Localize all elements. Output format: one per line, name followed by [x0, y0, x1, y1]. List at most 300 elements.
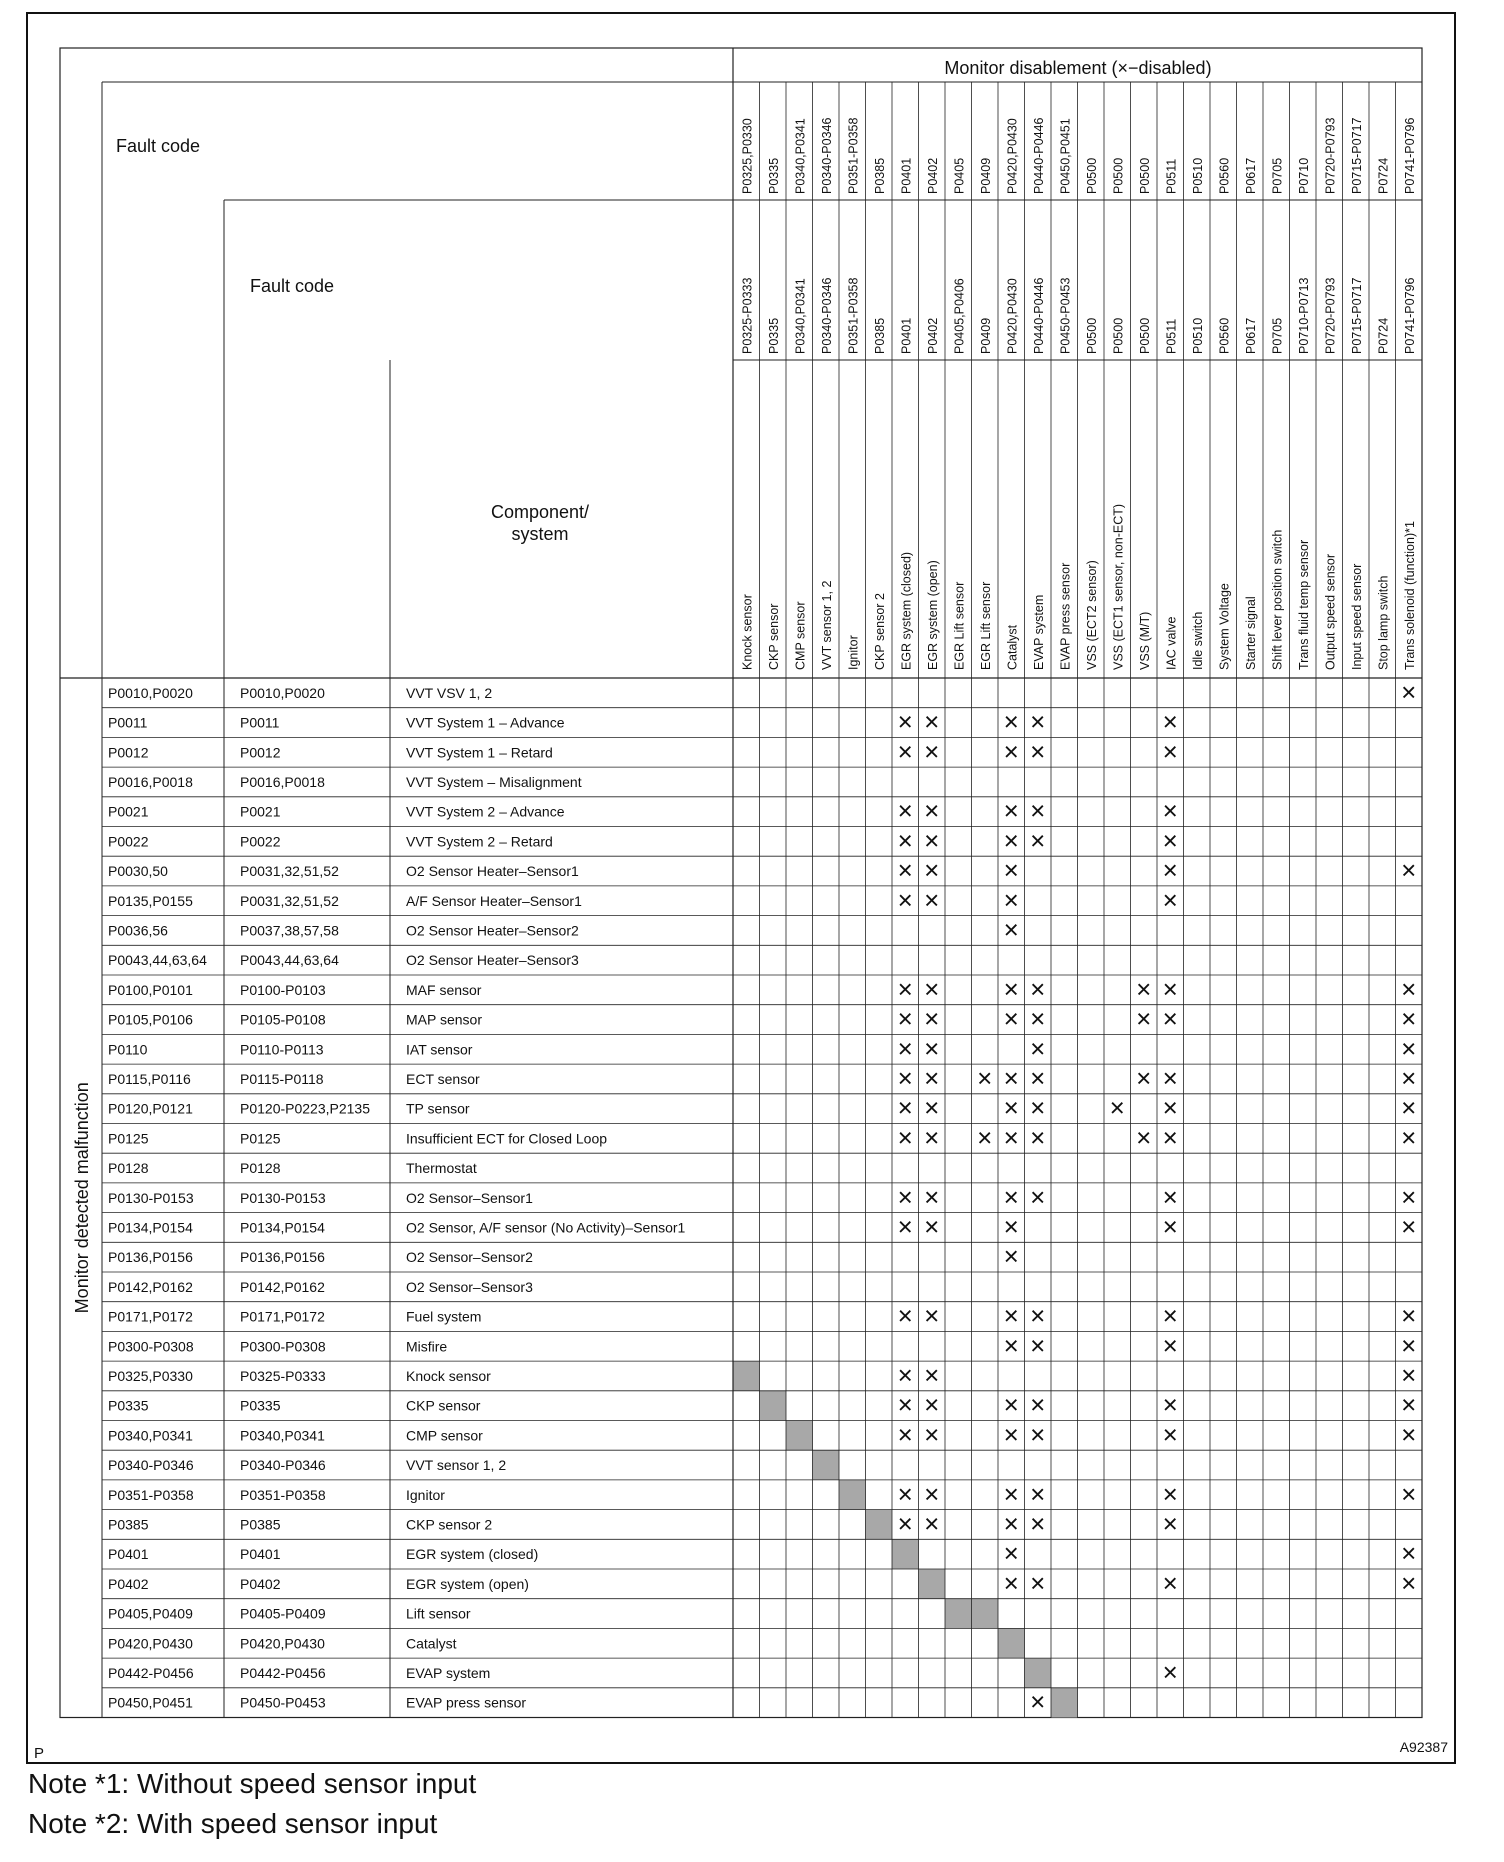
column-component-name: VVT sensor 1, 2 [819, 580, 834, 670]
row-fault-code-detail: P0142,P0162 [240, 1278, 325, 1295]
row-fault-code-detail: P0115-P0118 [240, 1070, 324, 1087]
row-fault-code: P0022 [108, 833, 149, 850]
row-component-name: Lift sensor [406, 1605, 471, 1622]
disabled-x-mark: × [1003, 1478, 1019, 1509]
disabled-x-mark: × [924, 1092, 940, 1123]
disabled-x-mark: × [1003, 1181, 1019, 1212]
column-code-top: P0511 [1164, 158, 1179, 194]
disabled-x-mark: × [1003, 855, 1019, 886]
column-code-top: P0325,P0330 [740, 118, 755, 194]
row-component-name: Ignitor [406, 1486, 445, 1503]
disabled-x-mark: × [1162, 855, 1178, 886]
row-component-name: Thermostat [406, 1160, 477, 1177]
disabled-x-mark: × [924, 795, 940, 826]
disabled-x-mark: × [897, 1062, 913, 1093]
row-fault-code: P0012 [108, 744, 149, 761]
disabled-x-mark: × [1401, 1300, 1417, 1331]
disabled-x-mark: × [897, 795, 913, 826]
column-code-bottom: P0402 [925, 317, 940, 354]
row-fault-code-detail: P0105-P0108 [240, 1011, 326, 1028]
column-code-bottom: P0325-P0333 [740, 277, 755, 354]
disabled-x-mark: × [924, 1033, 940, 1064]
row-fault-code-detail: P0134,P0154 [240, 1219, 325, 1236]
shaded-self-cell [733, 1361, 760, 1391]
disabled-x-mark: × [1030, 1478, 1046, 1509]
disabled-x-mark: × [1162, 706, 1178, 737]
row-fault-code: P0300-P0308 [108, 1338, 194, 1355]
row-component-name: O2 Sensor Heater–Sensor2 [406, 922, 579, 939]
disabled-x-mark: × [1162, 1003, 1178, 1034]
column-code-top: P0405 [952, 157, 967, 194]
row-component-name: ECT sensor [406, 1070, 480, 1087]
row-component-name: EVAP press sensor [406, 1694, 527, 1711]
column-code-top: P0500 [1111, 157, 1126, 194]
column-component-name: Shift lever position switch [1270, 529, 1285, 670]
disabled-x-mark: × [1030, 825, 1046, 856]
row-fault-code: P0100,P0101 [108, 981, 193, 998]
disabled-x-mark: × [1030, 1033, 1046, 1064]
disabled-x-mark: × [924, 1122, 940, 1153]
disabled-x-mark: × [1003, 1211, 1019, 1242]
column-component-name: CMP sensor [793, 601, 808, 670]
disabled-x-mark: × [897, 1181, 913, 1212]
row-component-name: O2 Sensor–Sensor1 [406, 1189, 533, 1206]
column-code-bottom: P0710-P0713 [1296, 277, 1311, 354]
column-code-top: P0351-P0358 [846, 117, 861, 194]
side-label-monitor-detected-malfunction: Monitor detected malfunction [72, 1082, 92, 1314]
disabled-x-mark: × [1003, 1300, 1019, 1331]
disabled-x-mark: × [1136, 1122, 1152, 1153]
disabled-x-mark: × [924, 973, 940, 1004]
disabled-x-mark: × [1030, 1389, 1046, 1420]
monitor-disablement-title: Monitor disablement (×−disabled) [944, 58, 1212, 78]
column-component-name: Trans fluid temp sensor [1296, 539, 1311, 670]
disabled-x-mark: × [1401, 1033, 1417, 1064]
disabled-x-mark: × [897, 706, 913, 737]
column-component-name: VSS (ECT2 sensor) [1084, 560, 1099, 670]
row-fault-code-detail: P0022 [240, 833, 281, 850]
disabled-x-mark: × [897, 1003, 913, 1034]
column-code-bottom: P0511 [1164, 318, 1179, 354]
component-system-header: Component/ [490, 502, 590, 522]
row-fault-code-detail: P0031,32,51,52 [240, 892, 339, 909]
column-code-top: P0402 [925, 157, 940, 194]
column-code-top: P0705 [1270, 157, 1285, 194]
disabled-x-mark: × [897, 825, 913, 856]
disabled-x-mark: × [1162, 1656, 1178, 1687]
note-2: Note *2: With speed sensor input [28, 1808, 438, 1839]
row-fault-code: P0105,P0106 [108, 1011, 193, 1028]
row-fault-code: P0335 [108, 1397, 149, 1414]
disabled-x-mark: × [1162, 973, 1178, 1004]
disabled-x-mark: × [1030, 1181, 1046, 1212]
column-code-top: P0340-P0346 [819, 117, 834, 194]
row-fault-code: P0401 [108, 1546, 149, 1563]
row-fault-code: P0021 [108, 803, 149, 820]
row-fault-code: P0134,P0154 [108, 1219, 193, 1236]
row-component-name: O2 Sensor, A/F sensor (No Activity)–Sensor1 [406, 1219, 686, 1236]
disabled-x-mark: × [1162, 1211, 1178, 1242]
row-fault-code: P0130-P0153 [108, 1189, 194, 1206]
row-fault-code-detail: P0110-P0113 [240, 1041, 324, 1058]
shaded-self-cell [945, 1599, 972, 1629]
disabled-x-mark: × [1162, 1181, 1178, 1212]
disabled-x-mark: × [1162, 1508, 1178, 1539]
column-code-bottom: P0409 [978, 317, 993, 354]
disabled-x-mark: × [924, 884, 940, 915]
row-component-name: A/F Sensor Heater–Sensor1 [406, 892, 582, 909]
column-component-name: Starter signal [1243, 596, 1258, 670]
column-code-bottom: P0500 [1137, 317, 1152, 354]
shaded-self-cell [839, 1480, 866, 1510]
disabled-x-mark: × [924, 1003, 940, 1034]
row-fault-code-detail: P0021 [240, 803, 281, 820]
row-fault-code-detail: P0450-P0453 [240, 1694, 326, 1711]
row-component-name: MAF sensor [406, 981, 482, 998]
row-component-name: EGR system (open) [406, 1575, 529, 1592]
row-component-name: VVT System – Misalignment [406, 773, 582, 790]
disabled-x-mark: × [1162, 1419, 1178, 1450]
row-component-name: Fuel system [406, 1308, 482, 1325]
row-fault-code: P0136,P0156 [108, 1249, 193, 1266]
row-fault-code-detail: P0043,44,63,64 [240, 952, 339, 969]
column-code-top: P0560 [1217, 157, 1232, 194]
column-code-top: P0335 [766, 157, 781, 194]
disabled-x-mark: × [1030, 1092, 1046, 1123]
disabled-x-mark: × [1003, 1389, 1019, 1420]
disabled-x-mark: × [897, 1508, 913, 1539]
row-fault-code-detail: P0130-P0153 [240, 1189, 326, 1206]
column-code-bottom: P0715-P0717 [1349, 277, 1364, 354]
disabled-x-mark: × [1162, 1478, 1178, 1509]
column-component-name: Catalyst [1005, 624, 1020, 670]
row-fault-code: P0010,P0020 [108, 684, 193, 701]
disabled-x-mark: × [1003, 1092, 1019, 1123]
disabled-x-mark: × [924, 1508, 940, 1539]
column-code-top: P0724 [1376, 157, 1391, 194]
row-fault-code-detail: P0442-P0456 [240, 1664, 326, 1681]
column-code-bottom: P0510 [1190, 317, 1205, 354]
disabled-x-mark: × [1162, 825, 1178, 856]
column-component-name: EGR Lift sensor [978, 581, 993, 670]
row-fault-code: P0016,P0018 [108, 773, 193, 790]
disabled-x-mark: × [1003, 1538, 1019, 1569]
disabled-x-mark: × [1401, 1538, 1417, 1569]
row-fault-code-detail: P0351-P0358 [240, 1486, 326, 1503]
disabled-x-mark: × [1003, 1508, 1019, 1539]
column-component-name: EGR system (open) [925, 560, 940, 670]
disabled-x-mark: × [1003, 1062, 1019, 1093]
row-component-name: Catalyst [406, 1635, 457, 1652]
shaded-self-cell [972, 1599, 999, 1629]
row-fault-code-detail: P0300-P0308 [240, 1338, 326, 1355]
column-code-bottom: P0720-P0793 [1323, 277, 1338, 354]
disabled-x-mark: × [1401, 1211, 1417, 1242]
row-fault-code: P0142,P0162 [108, 1278, 193, 1295]
disabled-x-mark: × [897, 1359, 913, 1390]
column-component-name: EGR system (closed) [899, 551, 914, 670]
row-fault-code: P0340-P0346 [108, 1457, 194, 1474]
row-fault-code-detail: P0125 [240, 1130, 281, 1147]
disabled-x-mark: × [1162, 1389, 1178, 1420]
row-fault-code: P0385 [108, 1516, 149, 1533]
column-code-top: P0401 [899, 157, 914, 194]
column-code-bottom: P0385 [872, 317, 887, 354]
column-code-bottom: P0401 [899, 317, 914, 354]
column-code-bottom: P0741-P0796 [1402, 277, 1417, 354]
row-component-name: EVAP system [406, 1664, 491, 1681]
disabled-x-mark: × [897, 1478, 913, 1509]
column-code-bottom: P0340,P0341 [793, 278, 808, 354]
row-component-name: CKP sensor 2 [406, 1516, 493, 1533]
shaded-self-cell [1051, 1688, 1078, 1718]
disabled-x-mark: × [924, 1359, 940, 1390]
column-code-bottom: P0340-P0346 [819, 277, 834, 354]
disabled-x-mark: × [1030, 973, 1046, 1004]
row-fault-code-detail: P0401 [240, 1546, 281, 1563]
disabled-x-mark: × [1030, 1686, 1046, 1717]
disabled-x-mark: × [1162, 795, 1178, 826]
disabled-x-mark: × [924, 1419, 940, 1450]
disabled-x-mark: × [924, 855, 940, 886]
row-fault-code: P0442-P0456 [108, 1664, 194, 1681]
shaded-self-cell [760, 1391, 787, 1421]
row-fault-code-detail: P0420,P0430 [240, 1635, 325, 1652]
disabled-x-mark: × [1003, 884, 1019, 915]
column-code-top: P0385 [872, 157, 887, 194]
row-fault-code-detail: P0012 [240, 744, 281, 761]
disabled-x-mark: × [1003, 1122, 1019, 1153]
column-code-bottom: P0500 [1084, 317, 1099, 354]
disabled-x-mark: × [897, 1033, 913, 1064]
row-fault-code: P0450,P0451 [108, 1694, 193, 1711]
column-code-bottom: P0351-P0358 [846, 277, 861, 354]
row-fault-code-detail: P0128 [240, 1160, 281, 1177]
row-component-name: MAP sensor [406, 1011, 482, 1028]
row-fault-code: P0110 [108, 1041, 148, 1058]
fault-code-header-1: Fault code [116, 136, 201, 156]
shaded-self-cell [919, 1569, 946, 1599]
row-component-name: Knock sensor [406, 1367, 491, 1384]
disabled-x-mark: × [1401, 1092, 1417, 1123]
row-fault-code: P0128 [108, 1160, 149, 1177]
row-component-name: VVT System 2 – Advance [406, 803, 565, 820]
row-component-name: EGR system (closed) [406, 1546, 539, 1563]
column-code-top: P0450,P0451 [1058, 118, 1073, 194]
disabled-x-mark: × [897, 884, 913, 915]
disabled-x-mark: × [897, 1300, 913, 1331]
disabled-x-mark: × [1003, 736, 1019, 767]
row-component-name: O2 Sensor–Sensor2 [406, 1249, 533, 1266]
shaded-self-cell [786, 1421, 813, 1451]
row-fault-code-detail: P0171,P0172 [240, 1308, 325, 1325]
disabled-x-mark: × [1401, 855, 1417, 886]
disabled-x-mark: × [1162, 1567, 1178, 1598]
disabled-x-mark: × [1401, 973, 1417, 1004]
column-component-name: Ignitor [846, 635, 861, 670]
column-component-name: IAC valve [1164, 616, 1179, 670]
figure-id-label: A92387 [1399, 1739, 1448, 1755]
shaded-self-cell [998, 1628, 1025, 1658]
row-component-name: Insufficient ECT for Closed Loop [406, 1130, 608, 1147]
row-fault-code-detail: P0405-P0409 [240, 1605, 326, 1622]
shaded-self-cell [892, 1539, 919, 1569]
column-component-name: Trans solenoid (function)*1 [1402, 521, 1417, 670]
row-fault-code: P0030,50 [108, 863, 168, 880]
component-system-header: system [511, 524, 569, 544]
column-component-name: System Voltage [1217, 583, 1232, 670]
disabled-x-mark: × [1401, 1389, 1417, 1420]
disabled-x-mark: × [1003, 795, 1019, 826]
disabled-x-mark: × [924, 1300, 940, 1331]
row-fault-code: P0036,56 [108, 922, 168, 939]
disabled-x-mark: × [924, 706, 940, 737]
disabled-x-mark: × [1162, 1330, 1178, 1361]
row-fault-code: P0340,P0341 [108, 1427, 193, 1444]
disabled-x-mark: × [1030, 1003, 1046, 1034]
column-code-bottom: P0405,P0406 [952, 278, 967, 354]
row-fault-code: P0125 [108, 1130, 149, 1147]
row-fault-code-detail: P0037,38,57,58 [240, 922, 339, 939]
row-fault-code-detail: P0340-P0346 [240, 1457, 326, 1474]
disabled-x-mark: × [1030, 1300, 1046, 1331]
disabled-x-mark: × [1401, 1181, 1417, 1212]
column-code-top: P0510 [1190, 157, 1205, 194]
column-component-name: CKP sensor 2 [872, 593, 887, 670]
disabled-x-mark: × [1030, 1330, 1046, 1361]
column-component-name: VSS (ECT1 sensor, non-ECT) [1111, 503, 1126, 670]
row-fault-code: P0135,P0155 [108, 892, 193, 909]
column-code-bottom: P0440-P0446 [1031, 277, 1046, 354]
row-fault-code-detail: P0385 [240, 1516, 281, 1533]
disabled-x-mark: × [1003, 706, 1019, 737]
column-component-name: EVAP system [1031, 594, 1046, 670]
disabled-x-mark: × [1162, 1092, 1178, 1123]
disabled-x-mark: × [1401, 1062, 1417, 1093]
disabled-x-mark: × [1030, 1419, 1046, 1450]
row-component-name: VVT sensor 1, 2 [406, 1457, 507, 1474]
row-fault-code: P0402 [108, 1575, 149, 1592]
row-component-name: VVT System 1 – Retard [406, 744, 553, 761]
row-component-name: VVT VSV 1, 2 [406, 684, 493, 701]
row-fault-code: P0043,44,63,64 [108, 952, 207, 969]
row-fault-code-detail: P0120-P0223,P2135 [240, 1100, 370, 1117]
disabled-x-mark: × [1136, 1062, 1152, 1093]
disabled-x-mark: × [1401, 1359, 1417, 1390]
row-fault-code: P0115,P0116 [108, 1070, 191, 1087]
row-component-name: VVT System 2 – Retard [406, 833, 553, 850]
row-fault-code: P0011 [108, 714, 148, 731]
column-component-name: EGR Lift sensor [952, 581, 967, 670]
disabled-x-mark: × [1003, 1567, 1019, 1598]
disabled-x-mark: × [924, 1062, 940, 1093]
column-code-top: P0420,P0430 [1005, 118, 1020, 194]
column-code-top: P0500 [1137, 157, 1152, 194]
disabled-x-mark: × [1401, 1330, 1417, 1361]
row-component-name: O2 Sensor–Sensor3 [406, 1278, 533, 1295]
disabled-x-mark: × [924, 1389, 940, 1420]
disabled-x-mark: × [1003, 1419, 1019, 1450]
disabled-x-mark: × [924, 736, 940, 767]
row-component-name: O2 Sensor Heater–Sensor3 [406, 952, 579, 969]
disabled-x-mark: × [1003, 973, 1019, 1004]
corner-label-left: P [34, 1745, 45, 1762]
disabled-x-mark: × [1162, 884, 1178, 915]
column-code-top: P0440-P0446 [1031, 117, 1046, 194]
disabled-x-mark: × [1162, 1062, 1178, 1093]
disabled-x-mark: × [924, 1181, 940, 1212]
row-fault-code: P0351-P0358 [108, 1486, 194, 1503]
disabled-x-mark: × [897, 1092, 913, 1123]
shaded-self-cell [866, 1510, 893, 1540]
disabled-x-mark: × [1136, 1003, 1152, 1034]
row-fault-code-detail: P0031,32,51,52 [240, 863, 339, 880]
column-component-name: Stop lamp switch [1376, 575, 1391, 670]
column-code-top: P0617 [1243, 157, 1258, 194]
row-component-name: Misfire [406, 1338, 448, 1355]
row-fault-code-detail: P0402 [240, 1575, 281, 1592]
fault-code-header-2: Fault code [250, 276, 335, 296]
disabled-x-mark: × [1162, 736, 1178, 767]
column-code-bottom: P0705 [1270, 317, 1285, 354]
column-code-top: P0715-P0717 [1349, 117, 1364, 194]
disabled-x-mark: × [1109, 1092, 1125, 1123]
column-component-name: Input speed sensor [1349, 563, 1364, 670]
column-code-bottom: P0335 [766, 317, 781, 354]
row-fault-code-detail: P0136,P0156 [240, 1249, 325, 1266]
column-code-bottom: P0560 [1217, 317, 1232, 354]
column-code-top: P0741-P0796 [1402, 117, 1417, 194]
disabled-x-mark: × [1401, 1122, 1417, 1153]
column-code-bottom: P0420,P0430 [1005, 278, 1020, 354]
column-code-bottom: P0500 [1111, 317, 1126, 354]
column-component-name: Idle switch [1190, 611, 1205, 670]
disabled-x-mark: × [1030, 1508, 1046, 1539]
row-component-name: TP sensor [406, 1100, 470, 1117]
row-fault-code-detail: P0335 [240, 1397, 281, 1414]
disabled-x-mark: × [1401, 1567, 1417, 1598]
disabled-x-mark: × [1030, 736, 1046, 767]
disabled-x-mark: × [924, 1211, 940, 1242]
column-component-name: VSS (M/T) [1137, 611, 1152, 670]
column-code-top: P0340,P0341 [793, 118, 808, 194]
disabled-x-mark: × [897, 1419, 913, 1450]
disabled-x-mark: × [1401, 676, 1417, 707]
disabled-x-mark: × [897, 855, 913, 886]
disabled-x-mark: × [977, 1062, 993, 1093]
note-1: Note *1: Without speed sensor input [28, 1768, 477, 1799]
disabled-x-mark: × [1030, 795, 1046, 826]
column-code-top: P0710 [1296, 157, 1311, 194]
disabled-x-mark: × [1030, 1062, 1046, 1093]
row-component-name: O2 Sensor Heater–Sensor1 [406, 863, 579, 880]
column-code-bottom: P0724 [1376, 317, 1391, 354]
row-fault-code-detail: P0100-P0103 [240, 981, 326, 998]
disabled-x-mark: × [897, 1211, 913, 1242]
disabled-x-mark: × [1162, 1122, 1178, 1153]
column-component-name: Output speed sensor [1323, 553, 1338, 670]
row-fault-code-detail: P0340,P0341 [240, 1427, 325, 1444]
row-fault-code-detail: P0010,P0020 [240, 684, 325, 701]
disabled-x-mark: × [1030, 1122, 1046, 1153]
disabled-x-mark: × [1003, 914, 1019, 945]
row-fault-code-detail: P0011 [240, 714, 280, 731]
row-fault-code: P0420,P0430 [108, 1635, 193, 1652]
row-fault-code: P0171,P0172 [108, 1308, 193, 1325]
disabled-x-mark: × [924, 1478, 940, 1509]
disabled-x-mark: × [1401, 1419, 1417, 1450]
disabled-x-mark: × [924, 825, 940, 856]
